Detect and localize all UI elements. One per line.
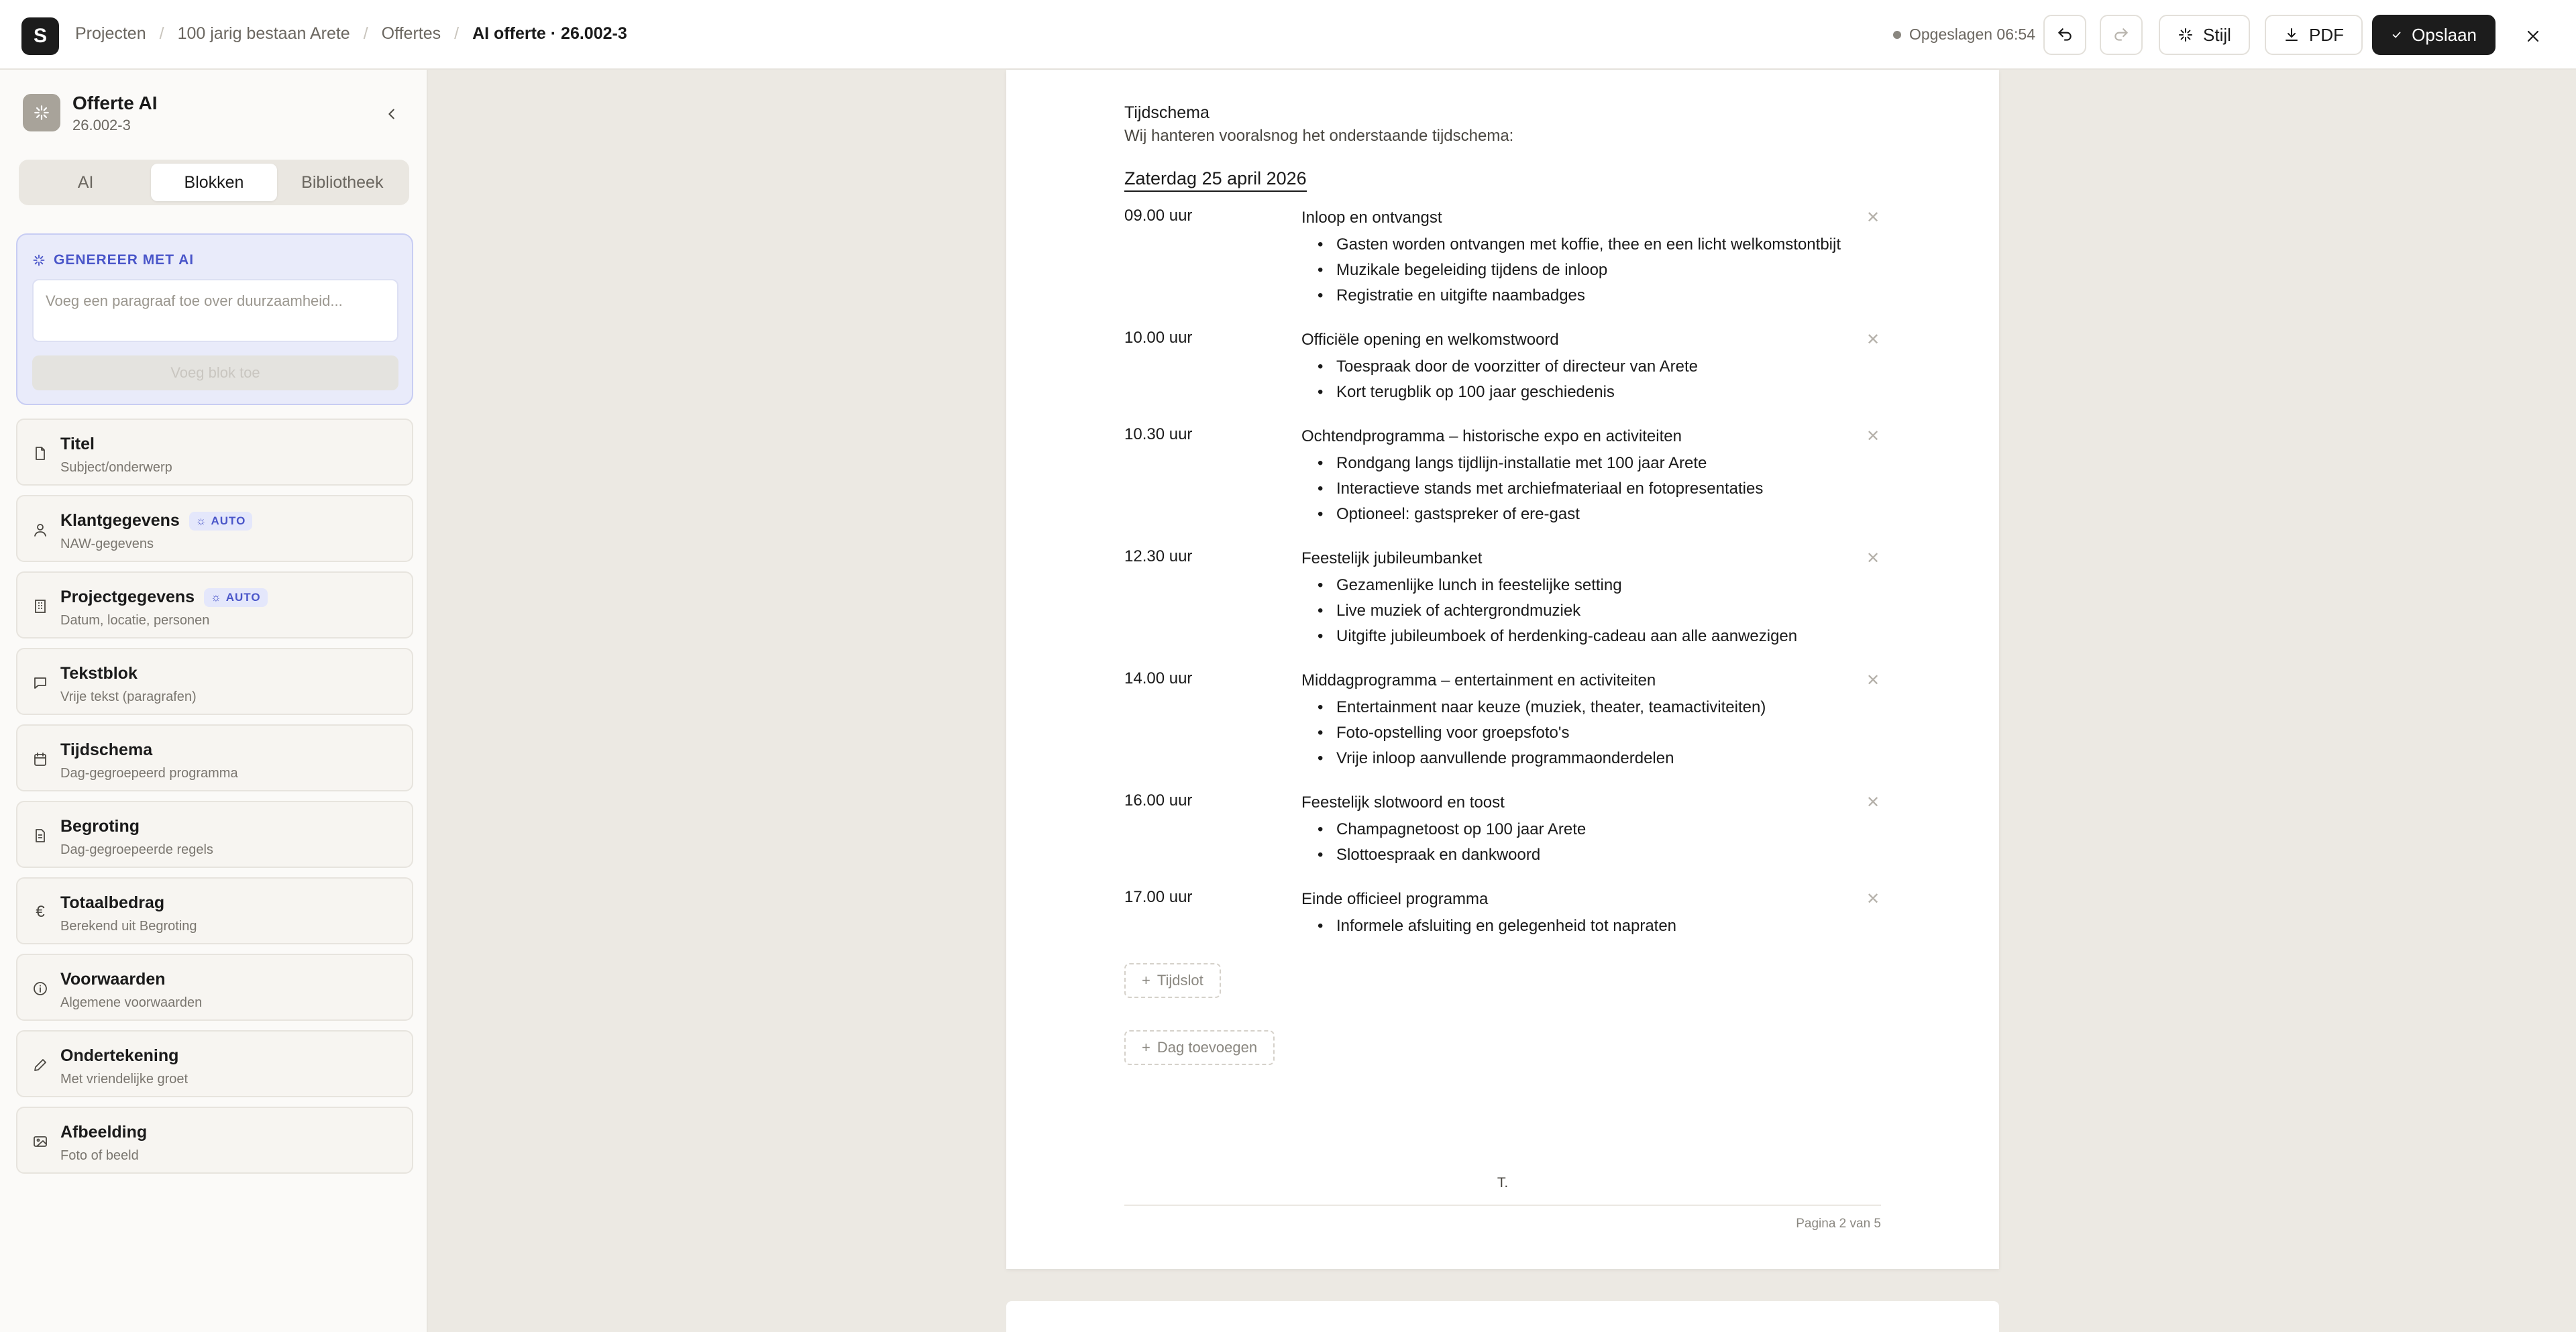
block-schedule-desc: Dag-gegroepeerd programma — [60, 766, 238, 781]
time-slot — [1124, 329, 1881, 405]
save-button[interactable] — [2372, 15, 2496, 55]
breadcrumb-current: AI offerte · 26.002-3 — [472, 24, 627, 43]
time-slot — [1124, 207, 1881, 309]
time-slot — [1124, 547, 1881, 649]
remove-slot-icon[interactable]: ✕ — [1866, 549, 1880, 567]
remove-slot-icon[interactable]: ✕ — [1866, 209, 1880, 227]
slot-item[interactable]: • Gasten worden ontvangen met koffie, thee en een licht welkomstontbijt — [1301, 232, 1881, 258]
euro-icon: € — [36, 903, 45, 921]
block-total-label: Totaalbedrag — [60, 893, 165, 912]
block-schedule[interactable] — [16, 724, 413, 791]
block-list — [16, 419, 413, 1183]
sidebar-tabs — [19, 160, 409, 205]
sidebar — [0, 70, 428, 1332]
document-page — [1006, 70, 1999, 1269]
calendar-icon — [31, 750, 50, 769]
footer-divider — [1124, 1205, 1881, 1206]
plus-icon: + — [1142, 1039, 1150, 1056]
auto-badge: ☼ AUTO — [189, 512, 252, 531]
slot-time[interactable]: 17.00 uur — [1124, 888, 1193, 906]
time-slot — [1124, 669, 1881, 771]
remove-slot-icon[interactable]: ✕ — [1866, 427, 1880, 445]
block-schedule-label: Tijdschema — [60, 740, 153, 759]
close-button[interactable] — [2517, 20, 2549, 52]
save-status-text: Opgeslagen 06:54 — [1909, 25, 2035, 43]
breadcrumb-separator: / — [159, 24, 164, 43]
undo-icon — [2056, 26, 2074, 44]
collapse-sidebar-button[interactable] — [378, 101, 405, 127]
slot-title[interactable]: Feestelijk slotwoord en toost — [1301, 793, 1505, 812]
slot-item[interactable]: • Optioneel: gastspreker of ere-gast — [1301, 502, 1881, 527]
section-heading[interactable]: Tijdschema — [1124, 103, 1210, 122]
breadcrumb — [75, 24, 627, 44]
app-logo[interactable]: S — [21, 17, 59, 55]
plus-icon: + — [1142, 972, 1150, 989]
redo-button[interactable] — [2100, 15, 2143, 55]
breadcrumb-project[interactable]: 100 jarig bestaan Arete — [177, 24, 350, 43]
tab-blocks[interactable]: Blokken — [151, 164, 276, 201]
block-client-details[interactable] — [16, 495, 413, 562]
block-text[interactable] — [16, 648, 413, 715]
page-number: Pagina 2 van 5 — [1796, 1217, 1881, 1231]
block-image[interactable] — [16, 1107, 413, 1174]
time-slot-list — [1124, 207, 1881, 939]
add-day-label: Dag toevoegen — [1157, 1039, 1258, 1056]
download-icon — [2284, 27, 2300, 43]
slot-items — [1301, 451, 1881, 527]
next-document-page — [1006, 1301, 1999, 1332]
slot-item[interactable]: • Toespraak door de voorzitter of directeur van Arete — [1301, 354, 1881, 380]
undo-button[interactable] — [2043, 15, 2086, 55]
time-slot — [1124, 791, 1881, 868]
block-signature[interactable] — [16, 1030, 413, 1097]
slot-title[interactable]: Middagprogramma – entertainment en activiteiten — [1301, 671, 1656, 689]
slot-item[interactable]: • Foto-opstelling voor groepsfoto's — [1301, 720, 1881, 746]
add-time-slot-label: Tijdslot — [1157, 972, 1203, 989]
ai-prompt-input[interactable]: Voeg een paragraaf toe over duurzaamheid... — [32, 279, 398, 342]
slot-time[interactable]: 12.30 uur — [1124, 547, 1193, 565]
save-label: Opslaan — [2412, 24, 2477, 45]
slot-time[interactable]: 10.00 uur — [1124, 329, 1193, 347]
sidebar-header — [23, 91, 405, 134]
section-intro[interactable]: Wij hanteren vooralsnog het onderstaande tijdschema: — [1124, 127, 1514, 145]
block-text-desc: Vrije tekst (paragrafen) — [60, 689, 197, 704]
redo-icon — [2112, 26, 2130, 44]
block-title[interactable] — [16, 419, 413, 486]
file-icon — [31, 444, 50, 463]
remove-slot-icon[interactable]: ✕ — [1866, 793, 1880, 812]
quote-avatar — [23, 94, 60, 131]
block-total-desc: Berekend uit Begroting — [60, 919, 197, 934]
pen-icon — [31, 1056, 50, 1074]
slot-items — [1301, 817, 1881, 868]
slot-item[interactable]: • Kort terugblik op 100 jaar geschiedenis — [1301, 380, 1881, 405]
sparkle-icon — [32, 254, 46, 267]
slot-items — [1301, 354, 1881, 405]
sparkle-icon — [2178, 27, 2194, 43]
block-terms-label: Voorwaarden — [60, 970, 166, 989]
block-terms-desc: Algemene voorwaarden — [60, 995, 203, 1010]
slot-items — [1301, 573, 1881, 649]
slot-item[interactable]: • Uitgifte jubileumboek of herdenking-cadeau aan alle aanwezigen — [1301, 624, 1881, 649]
slot-items — [1301, 695, 1881, 771]
slot-item[interactable]: • Slottoespraak en dankwoord — [1301, 842, 1881, 868]
add-day-button[interactable] — [1124, 1030, 1275, 1065]
slot-item[interactable]: • Gezamenlijke lunch in feestelijke setting — [1301, 573, 1881, 598]
slot-title[interactable]: Inloop en ontvangst — [1301, 209, 1442, 227]
sidebar-title: Offerte AI — [72, 93, 158, 113]
signature-initial[interactable]: T. — [1497, 1175, 1509, 1190]
block-image-label: Afbeelding — [60, 1123, 148, 1142]
block-image-desc: Foto of beeld — [60, 1148, 139, 1163]
slot-items — [1301, 232, 1881, 309]
slot-time[interactable]: 16.00 uur — [1124, 791, 1193, 810]
block-project-details[interactable] — [16, 571, 413, 639]
slot-item[interactable]: • Live muziek of achtergrondmuziek — [1301, 598, 1881, 624]
slot-title[interactable]: Feestelijk jubileumbanket — [1301, 549, 1483, 567]
block-client-desc: NAW-gegevens — [60, 537, 154, 551]
image-icon — [31, 1132, 50, 1151]
block-text-label: Tekstblok — [60, 664, 138, 683]
slot-item[interactable]: • Interactieve stands met archiefmateriaal en fotopresentaties — [1301, 476, 1881, 502]
tab-ai[interactable]: AI — [77, 172, 94, 192]
slot-title[interactable]: Ochtendprogramma – historische expo en activiteiten — [1301, 427, 1682, 445]
add-block-button[interactable]: Voeg blok toe — [32, 355, 398, 390]
slot-item[interactable]: • Registratie en uitgifte naambadges — [1301, 283, 1881, 309]
pdf-button[interactable] — [2265, 15, 2363, 55]
ai-generate-text: GENEREER MET AI — [54, 252, 195, 268]
message-icon — [31, 673, 50, 692]
add-time-slot-button[interactable] — [1124, 963, 1221, 998]
slot-time[interactable]: 14.00 uur — [1124, 669, 1193, 687]
style-label: Stijl — [2203, 24, 2231, 45]
time-slot — [1124, 425, 1881, 527]
remove-slot-icon[interactable]: ✕ — [1866, 331, 1880, 349]
tab-library[interactable]: Bibliotheek — [301, 172, 384, 192]
auto-badge-icon: ☼ — [195, 514, 207, 527]
block-signature-desc: Met vriendelijke groet — [60, 1072, 189, 1087]
block-budget-label: Begroting — [60, 817, 140, 836]
breadcrumb-projects[interactable]: Projecten — [75, 24, 146, 43]
block-project-label: Projectgegevens — [60, 588, 195, 606]
slot-item[interactable]: • Entertainment naar keuze (muziek, theater, teamactiviteiten) — [1301, 695, 1881, 720]
slot-time[interactable]: 10.30 uur — [1124, 425, 1193, 443]
block-title-desc: Subject/onderwerp — [60, 460, 172, 475]
style-button[interactable] — [2159, 15, 2250, 55]
remove-slot-icon[interactable]: ✕ — [1866, 671, 1880, 689]
slot-item[interactable]: • Vrije inloop aanvullende programmaonderdelen — [1301, 746, 1881, 771]
block-signature-label: Ondertekening — [60, 1046, 179, 1065]
day-heading[interactable]: Zaterdag 25 april 2026 — [1124, 168, 1307, 192]
slot-time[interactable]: 09.00 uur — [1124, 207, 1193, 225]
slot-title[interactable]: Einde officieel programma — [1301, 890, 1489, 908]
block-total[interactable] — [16, 877, 413, 944]
time-slot — [1124, 888, 1881, 939]
check-icon — [2391, 27, 2402, 43]
sidebar-subtitle: 26.002-3 — [72, 117, 131, 133]
close-icon — [2525, 28, 2541, 44]
save-status — [1893, 25, 2035, 44]
remove-slot-icon[interactable]: ✕ — [1866, 890, 1880, 908]
chevron-left-icon — [384, 107, 399, 121]
receipt-icon — [31, 826, 50, 845]
auto-badge-icon: ☼ — [211, 590, 222, 604]
building-icon — [31, 597, 50, 616]
slot-items — [1301, 913, 1881, 939]
top-bar — [0, 0, 2576, 70]
pdf-label: PDF — [2309, 24, 2344, 45]
block-budget-desc: Dag-gegroepeerde regels — [60, 842, 213, 857]
slot-item[interactable]: • Muzikale begeleiding tijdens de inloop — [1301, 258, 1881, 283]
schedule-section — [1124, 103, 1881, 1231]
breadcrumb-quotes[interactable]: Offertes — [381, 24, 441, 43]
user-icon — [31, 520, 50, 539]
sparkle-icon — [33, 104, 50, 121]
block-terms[interactable] — [16, 954, 413, 1021]
slot-item[interactable]: • Rondgang langs tijdlijn-installatie met 100 jaar Arete — [1301, 451, 1881, 476]
info-icon — [31, 979, 50, 998]
slot-item[interactable]: • Informele afsluiting en gelegenheid tot napraten — [1301, 913, 1881, 939]
ai-generate-panel — [16, 233, 413, 405]
block-title-label: Titel — [60, 435, 95, 453]
status-dot — [1893, 31, 1901, 39]
block-client-label: Klantgegevens — [60, 511, 180, 530]
breadcrumb-separator: / — [363, 24, 368, 43]
auto-badge: ☼ AUTO — [204, 588, 267, 607]
ai-generate-label — [32, 252, 194, 268]
breadcrumb-separator: / — [454, 24, 460, 43]
block-project-desc: Datum, locatie, personen — [60, 613, 210, 628]
slot-title[interactable]: Officiële opening en welkomstwoord — [1301, 331, 1559, 349]
slot-item[interactable]: • Champagnetoost op 100 jaar Arete — [1301, 817, 1881, 842]
block-budget[interactable] — [16, 801, 413, 868]
